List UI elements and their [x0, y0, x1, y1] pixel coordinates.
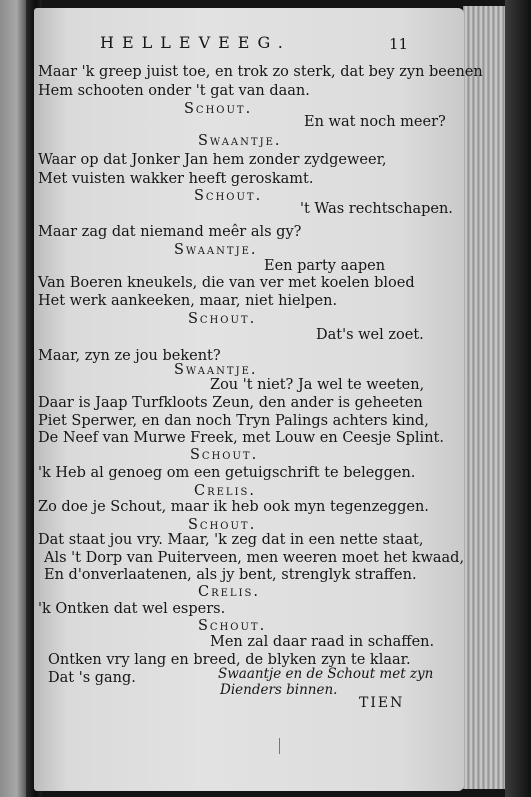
verse-line: Ontken vry lang en breed, de blyken zyn te klaar. — [48, 652, 411, 668]
speaker-name: Schout. — [188, 517, 257, 533]
verse-line: Maar 'k greep juist toe, en trok zo sterk, dat bey zyn beenen — [38, 64, 483, 80]
verse-line: Dat staat jou vry. Maar, 'k zeg dat in een nette staat, — [38, 532, 424, 548]
verse-line: Piet Sperwer, en dan noch Tryn Palings achters kind, — [38, 413, 429, 429]
verse-line: Met vuisten wakker heeft geroskamt. — [38, 171, 314, 187]
verse-line: Van Boeren kneukels, die van ver met koelen bloed — [38, 275, 415, 291]
paper-mark — [279, 738, 280, 754]
speaker-name: Swaantje. — [174, 362, 258, 378]
verse-line: En wat noch meer? — [304, 114, 446, 130]
verse-line: Een party aapen — [264, 258, 386, 274]
verse-line: Dat's wel zoet. — [316, 327, 424, 343]
speaker-name: Schout. — [198, 618, 267, 634]
speaker-name: Schout. — [194, 188, 263, 204]
stage-direction: Dienders binnen. — [220, 682, 338, 698]
page-number: 11 — [389, 35, 409, 53]
background-shadow — [505, 0, 531, 797]
verse-line: Men zal daar raad in schaffen. — [210, 634, 435, 650]
speaker-name: Schout. — [190, 447, 259, 463]
speaker-name: Schout. — [184, 101, 253, 117]
verse-line: En d'onverlaatenen, als jy bent, strenglyk straffen. — [44, 567, 417, 583]
speaker-name: Swaantje. — [198, 133, 282, 149]
book-page — [34, 8, 483, 791]
verse-line: Hem schooten onder 't gat van daan. — [38, 83, 310, 99]
verse-line: Het werk aankeeken, maar, niet hielpen. — [38, 293, 338, 309]
verse-line: 'k Ontken dat wel espers. — [38, 601, 226, 617]
catchword: TIEN — [359, 695, 405, 711]
speaker-name: Crelis. — [194, 483, 256, 499]
verse-line: 't Was rechtschapen. — [300, 201, 453, 217]
running-title: HELLEVEEG. — [100, 33, 291, 52]
stage-direction: Swaantje en de Schout met zyn — [218, 666, 434, 682]
speaker-name: Schout. — [188, 311, 257, 327]
verse-line: De Neef van Murwe Freek, met Louw en Ceesje Splint. — [38, 430, 444, 446]
verse-line: Als 't Dorp van Puiterveen, men weeren moet het kwaad, — [44, 550, 465, 566]
verse-line: Maar zag dat niemand meêr als gy? — [38, 224, 302, 240]
verse-line: Zou 't niet? Ja wel te weeten, — [210, 377, 425, 393]
verse-line: Zo doe je Schout, maar ik heb ook myn tegenzeggen. — [38, 499, 429, 515]
verse-line: Daar is Jaap Turfkloots Zeun, den ander is geheeten — [38, 395, 423, 411]
speaker-name: Crelis. — [198, 584, 260, 600]
verse-line: Dat 's gang. — [48, 670, 136, 686]
verse-line: Maar, zyn ze jou bekent? — [38, 348, 221, 364]
verse-line: Waar op dat Jonker Jan hem zonder zydgeweer, — [38, 152, 387, 168]
verse-line: 'k Heb al genoeg om een getuigschrift te beleggen. — [38, 465, 416, 481]
speaker-name: Swaantje. — [174, 242, 258, 258]
page-block-edge — [463, 6, 511, 789]
